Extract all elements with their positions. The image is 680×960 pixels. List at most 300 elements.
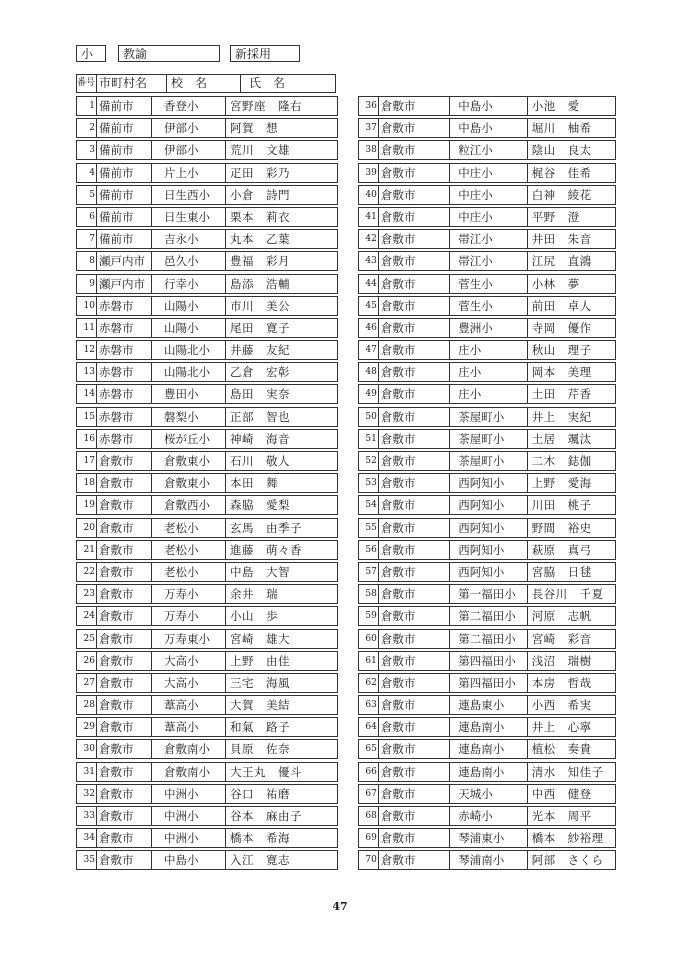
- row-school: 中庄小: [450, 164, 527, 182]
- row-name: 本田 舞: [230, 476, 278, 491]
- table-row: [358, 318, 616, 338]
- row-name: 栗本 莉衣: [230, 209, 290, 224]
- row-school: 香登小: [152, 97, 226, 115]
- row-number: 52: [359, 452, 379, 470]
- row-number: 42: [359, 230, 379, 248]
- row-name: 土居 颯汰: [531, 431, 592, 446]
- row-name: 井上 実紀: [531, 409, 592, 424]
- row-city: 倉敷市: [379, 630, 450, 648]
- row-number: 39: [359, 164, 379, 182]
- row-number: 29: [77, 718, 97, 736]
- row-city: 倉敷市: [379, 607, 450, 625]
- row-school: 大高小: [152, 652, 226, 670]
- row-school: 山陽小: [152, 297, 226, 315]
- row-city: 倉敷市: [379, 164, 450, 182]
- row-school: 第四福田小: [450, 674, 527, 692]
- table-row: [76, 695, 338, 715]
- row-number: 20: [77, 519, 97, 537]
- row-name: 本房 哲哉: [531, 675, 592, 690]
- row-city: 倉敷市: [379, 851, 450, 869]
- row-name: 井田 朱音: [531, 232, 592, 247]
- row-city: 倉敷市: [379, 297, 450, 315]
- row-city: 倉敷市: [379, 141, 450, 159]
- row-name: 阿部 さくら: [531, 853, 604, 868]
- row-city: 倉敷市: [97, 829, 152, 847]
- table-row: [358, 384, 616, 404]
- table-row: [358, 584, 616, 604]
- row-school: 倉敷南小: [152, 763, 226, 781]
- row-city: 赤磐市: [97, 385, 152, 403]
- row-name: 荒川 文雄: [230, 143, 290, 158]
- row-city: 倉敷市: [97, 785, 152, 803]
- row-school: 万寿東小: [152, 630, 226, 648]
- row-school: 茶屋町小: [450, 430, 527, 448]
- row-city: 倉敷市: [379, 674, 450, 692]
- row-number: 22: [77, 563, 97, 581]
- row-number: 24: [77, 607, 97, 625]
- row-number: 67: [359, 785, 379, 803]
- row-city: 倉敷市: [379, 696, 450, 714]
- row-number: 10: [77, 297, 97, 315]
- row-school: 日生東小: [152, 208, 226, 226]
- row-school: 連島南小: [450, 763, 527, 781]
- row-number: 55: [359, 519, 379, 537]
- row-school: 茶屋町小: [450, 408, 527, 426]
- header-level: 小: [76, 45, 106, 62]
- row-number: 57: [359, 563, 379, 581]
- row-number: 6: [77, 208, 97, 226]
- table-row: [76, 828, 338, 848]
- header-type: 新採用: [230, 45, 300, 62]
- row-name: 谷本 麻由子: [230, 809, 302, 823]
- table-row: [76, 362, 338, 382]
- table-row: [358, 229, 616, 249]
- table-row: [76, 762, 338, 782]
- row-name: 宮脇 日毬: [531, 564, 592, 579]
- row-city: 倉敷市: [379, 452, 450, 470]
- row-city: 倉敷市: [379, 430, 450, 448]
- row-school: 連島南小: [450, 740, 527, 758]
- row-school: 中島小: [450, 119, 527, 137]
- row-number: 37: [359, 119, 379, 137]
- column-header: [76, 74, 336, 93]
- table-row: [358, 695, 616, 715]
- row-school: 中洲小: [152, 829, 226, 847]
- row-name: 光本 周平: [531, 809, 592, 823]
- table-row: [76, 473, 338, 493]
- row-number: 8: [77, 252, 97, 270]
- row-number: 36: [359, 97, 379, 115]
- row-name: 浅沼 瑞樹: [531, 653, 592, 668]
- row-city: 倉敷市: [379, 718, 450, 736]
- table-row: [358, 673, 616, 693]
- row-school: 中島小: [152, 851, 226, 869]
- row-name: 阿賀 想: [230, 121, 278, 136]
- row-name: 大王丸 優斗: [230, 764, 302, 779]
- row-name: 谷口 祐磨: [230, 786, 290, 801]
- row-name: 白神 綾花: [531, 187, 592, 202]
- row-number: 41: [359, 208, 379, 226]
- row-number: 54: [359, 496, 379, 514]
- row-number: 26: [77, 652, 97, 670]
- table-row: [358, 473, 616, 493]
- row-school: 西阿知小: [450, 496, 527, 514]
- row-school: 邑久小: [152, 252, 226, 270]
- row-number: 1: [77, 97, 97, 115]
- row-number: 33: [77, 807, 97, 825]
- row-name: 貝原 佐奈: [230, 742, 290, 757]
- row-school: 行幸小: [152, 275, 226, 293]
- row-name: 森脇 愛梨: [230, 498, 290, 513]
- row-name: 井藤 友紀: [230, 343, 290, 358]
- row-city: 倉敷市: [379, 363, 450, 381]
- table-row: [358, 540, 616, 560]
- row-school: 山陽小: [152, 319, 226, 337]
- table-row: [76, 651, 338, 671]
- row-city: 倉敷市: [379, 541, 450, 559]
- row-name: 平野 澄: [531, 209, 580, 224]
- row-city: 倉敷市: [379, 186, 450, 204]
- row-name: 小山 歩: [230, 609, 278, 624]
- row-school: 赤崎小: [450, 807, 527, 825]
- row-number: 13: [77, 363, 97, 381]
- table-row: [76, 540, 338, 560]
- row-number: 30: [77, 740, 97, 758]
- row-city: 瀬戸内市: [97, 275, 152, 293]
- row-number: 14: [77, 385, 97, 403]
- row-number: 4: [77, 164, 97, 182]
- row-city: 倉敷市: [379, 807, 450, 825]
- row-city: 備前市: [97, 119, 152, 137]
- table-row: [358, 762, 616, 782]
- row-name: 乙倉 宏彰: [230, 365, 290, 380]
- row-city: 赤磐市: [97, 341, 152, 359]
- row-city: 倉敷市: [97, 718, 152, 736]
- row-number: 47: [359, 341, 379, 359]
- row-city: 倉敷市: [379, 230, 450, 248]
- row-name: 市川 美公: [230, 298, 290, 313]
- row-city: 備前市: [97, 97, 152, 115]
- row-school: 菅生小: [450, 297, 527, 315]
- row-number: 27: [77, 674, 97, 692]
- row-school: 西阿知小: [450, 519, 527, 537]
- row-name: 石川 敬人: [230, 454, 290, 468]
- row-number: 61: [359, 652, 379, 670]
- table-row: [358, 185, 616, 205]
- table-row: [76, 629, 338, 649]
- row-school: 老松小: [152, 519, 226, 537]
- row-school: 帯江小: [450, 252, 527, 270]
- table-row: [76, 806, 338, 826]
- row-school: 葦高小: [152, 718, 226, 736]
- row-name: 和氣 路子: [230, 720, 290, 735]
- row-school: 倉敷東小: [152, 452, 226, 470]
- row-school: 片上小: [152, 164, 226, 182]
- table-row: [358, 96, 616, 116]
- row-name: 中島 大智: [230, 564, 290, 579]
- row-name: 余井 瑞: [230, 587, 278, 602]
- row-school: 山陽北小: [152, 363, 226, 381]
- row-city: 倉敷市: [379, 275, 450, 293]
- row-name: 陰山 良太: [531, 143, 592, 158]
- row-number: 18: [77, 474, 97, 492]
- row-school: 中洲小: [152, 807, 226, 825]
- table-row: [76, 518, 338, 538]
- row-school: 天城小: [450, 785, 527, 803]
- row-school: 帯江小: [450, 230, 527, 248]
- row-name: 橋本 希海: [230, 831, 290, 846]
- row-name: 川田 桃子: [531, 498, 592, 513]
- table-row: [76, 185, 338, 205]
- table-row: [358, 429, 616, 449]
- row-city: 赤磐市: [97, 408, 152, 426]
- row-number: 50: [359, 408, 379, 426]
- row-city: 倉敷市: [379, 408, 450, 426]
- row-city: 倉敷市: [97, 674, 152, 692]
- row-name: 梶谷 佳希: [531, 165, 592, 180]
- row-school: 第二福田小: [450, 607, 527, 625]
- row-number: 34: [77, 829, 97, 847]
- row-city: 倉敷市: [379, 252, 450, 270]
- row-city: 備前市: [97, 208, 152, 226]
- row-number: 38: [359, 141, 379, 159]
- row-city: 倉敷市: [97, 452, 152, 470]
- row-number: 56: [359, 541, 379, 559]
- row-name: 三宅 海風: [230, 675, 290, 690]
- table-row: [76, 495, 338, 515]
- table-row: [76, 207, 338, 227]
- row-city: 倉敷市: [97, 519, 152, 537]
- table-row: [358, 606, 616, 626]
- row-school: 倉敷東小: [152, 474, 226, 492]
- row-number: 64: [359, 718, 379, 736]
- table-row: [76, 229, 338, 249]
- row-school: 万寿小: [152, 585, 226, 603]
- row-name: 宮野座 隆右: [230, 99, 302, 113]
- row-city: 倉敷市: [379, 785, 450, 803]
- row-name: 野間 裕史: [531, 520, 592, 535]
- row-city: 備前市: [97, 230, 152, 248]
- table-row: [358, 296, 616, 316]
- row-city: 倉敷市: [97, 851, 152, 869]
- table-row: [76, 739, 338, 759]
- row-city: 倉敷市: [379, 519, 450, 537]
- row-name: 岡本 美理: [531, 365, 592, 380]
- row-name: 島添 浩輔: [230, 276, 290, 291]
- row-number: 11: [77, 319, 97, 337]
- table-row: [358, 629, 616, 649]
- table-row: [358, 651, 616, 671]
- row-school: 豊田小: [152, 385, 226, 403]
- row-school: 西阿知小: [450, 541, 527, 559]
- row-name: 井上 心寧: [531, 720, 592, 735]
- row-number: 3: [77, 141, 97, 159]
- row-number: 16: [77, 430, 97, 448]
- row-school: 伊部小: [152, 141, 226, 159]
- row-name: 上野 由佳: [230, 653, 290, 668]
- row-school: 倉敷南小: [152, 740, 226, 758]
- table-row: [76, 118, 338, 138]
- row-number: 25: [77, 630, 97, 648]
- row-city: 赤磐市: [97, 319, 152, 337]
- row-number: 9: [77, 275, 97, 293]
- row-name: 小林 夢: [531, 276, 580, 291]
- row-school: 西阿知小: [450, 563, 527, 581]
- row-number: 63: [359, 696, 379, 714]
- table-row: [358, 495, 616, 515]
- row-school: 第四福田小: [450, 652, 527, 670]
- row-name: 島田 実奈: [230, 387, 290, 402]
- table-row: [358, 806, 616, 826]
- row-school: 中庄小: [450, 208, 527, 226]
- row-school: 西阿知小: [450, 474, 527, 492]
- row-city: 倉敷市: [97, 585, 152, 603]
- row-number: 66: [359, 763, 379, 781]
- table-row: [358, 717, 616, 737]
- table-row: [76, 562, 338, 582]
- row-name: 丸本 乙葉: [230, 232, 290, 247]
- row-city: 倉敷市: [379, 496, 450, 514]
- row-school: 倉敷西小: [152, 496, 226, 514]
- row-school: 茶屋町小: [450, 452, 527, 470]
- row-name: 神崎 海音: [230, 431, 290, 446]
- column-name: 氏 名: [249, 76, 286, 90]
- table-row: [76, 407, 338, 427]
- table-row: [358, 340, 616, 360]
- row-city: 倉敷市: [97, 652, 152, 670]
- row-school: 琴浦南小: [450, 851, 527, 869]
- table-row: [76, 850, 338, 870]
- header-role: 教諭: [118, 45, 220, 62]
- row-number: 62: [359, 674, 379, 692]
- row-school: 庄小: [450, 363, 527, 381]
- table-row: [76, 451, 338, 471]
- row-name: 清水 知佳子: [531, 764, 604, 779]
- row-name: 寺岡 優作: [531, 320, 592, 335]
- table-row: [358, 140, 616, 160]
- row-number: 46: [359, 319, 379, 337]
- row-city: 倉敷市: [97, 541, 152, 559]
- row-school: 琴浦東小: [450, 829, 527, 847]
- table-row: [358, 207, 616, 227]
- row-city: 倉敷市: [379, 341, 450, 359]
- table-row: [358, 251, 616, 271]
- row-number: 2: [77, 119, 97, 137]
- row-name: 堀川 柚希: [531, 121, 592, 136]
- table-row: [358, 518, 616, 538]
- row-number: 58: [359, 585, 379, 603]
- row-name: 中西 健登: [531, 786, 592, 801]
- row-number: 48: [359, 363, 379, 381]
- table-row: [76, 96, 338, 116]
- row-name: 疋田 彩乃: [230, 165, 290, 180]
- row-city: 備前市: [97, 141, 152, 159]
- table-row: [358, 451, 616, 471]
- row-name: 豊福 彩月: [230, 254, 290, 269]
- row-city: 倉敷市: [97, 696, 152, 714]
- row-name: 植松 奏貴: [531, 742, 592, 757]
- row-school: 大高小: [152, 674, 226, 692]
- row-number: 5: [77, 186, 97, 204]
- table-row: [76, 717, 338, 737]
- row-number: 51: [359, 430, 379, 448]
- table-row: [76, 429, 338, 449]
- row-number: 60: [359, 630, 379, 648]
- row-number: 68: [359, 807, 379, 825]
- row-city: 倉敷市: [97, 474, 152, 492]
- table-row: [76, 384, 338, 404]
- row-school: 中洲小: [152, 785, 226, 803]
- table-row: [76, 163, 338, 183]
- row-city: 赤磐市: [97, 297, 152, 315]
- row-name: 宮崎 雄大: [230, 631, 290, 646]
- row-city: 倉敷市: [379, 652, 450, 670]
- row-name: 玄馬 由季子: [230, 520, 302, 535]
- row-school: 第一福田小: [450, 585, 527, 603]
- row-name: 尾田 寛子: [230, 320, 290, 335]
- row-school: 豊洲小: [450, 319, 527, 337]
- row-name: 萩原 真弓: [531, 542, 592, 557]
- row-school: 日生西小: [152, 186, 226, 204]
- row-number: 70: [359, 851, 379, 869]
- row-city: 倉敷市: [379, 563, 450, 581]
- table-row: [358, 828, 616, 848]
- column-no: 番号: [77, 75, 97, 92]
- row-school: 伊部小: [152, 119, 226, 137]
- row-school: 中庄小: [450, 186, 527, 204]
- row-school: 桜が丘小: [152, 430, 226, 448]
- row-city: 倉敷市: [379, 119, 450, 137]
- table-row: [358, 274, 616, 294]
- row-name: 小池 愛: [531, 99, 580, 113]
- row-name: 正部 智也: [230, 409, 290, 424]
- table-row: [358, 739, 616, 759]
- row-city: 赤磐市: [97, 363, 152, 381]
- row-name: 二木 鋕伽: [531, 454, 592, 468]
- table-row: [76, 340, 338, 360]
- table-row: [358, 784, 616, 804]
- row-school: 庄小: [450, 385, 527, 403]
- row-number: 23: [77, 585, 97, 603]
- row-number: 31: [77, 763, 97, 781]
- row-number: 15: [77, 408, 97, 426]
- table-row: [358, 362, 616, 382]
- row-number: 53: [359, 474, 379, 492]
- table-row: [76, 251, 338, 271]
- row-name: 宮崎 彩音: [531, 631, 592, 646]
- row-name: 進藤 萌々香: [230, 542, 302, 557]
- table-row: [76, 673, 338, 693]
- row-school: 老松小: [152, 563, 226, 581]
- row-number: 44: [359, 275, 379, 293]
- row-city: 倉敷市: [97, 496, 152, 514]
- row-name: 小西 希実: [531, 698, 592, 713]
- row-school: 中島小: [450, 97, 527, 115]
- row-school: 粒江小: [450, 141, 527, 159]
- table-row: [76, 606, 338, 626]
- row-number: 43: [359, 252, 379, 270]
- row-name: 小倉 詩門: [230, 187, 290, 202]
- row-number: 35: [77, 851, 97, 869]
- row-school: 葦高小: [152, 696, 226, 714]
- row-number: 69: [359, 829, 379, 847]
- row-city: 倉敷市: [379, 740, 450, 758]
- table-row: [76, 274, 338, 294]
- row-school: 吉永小: [152, 230, 226, 248]
- row-school: 連島南小: [450, 718, 527, 736]
- row-number: 65: [359, 740, 379, 758]
- row-city: 倉敷市: [379, 474, 450, 492]
